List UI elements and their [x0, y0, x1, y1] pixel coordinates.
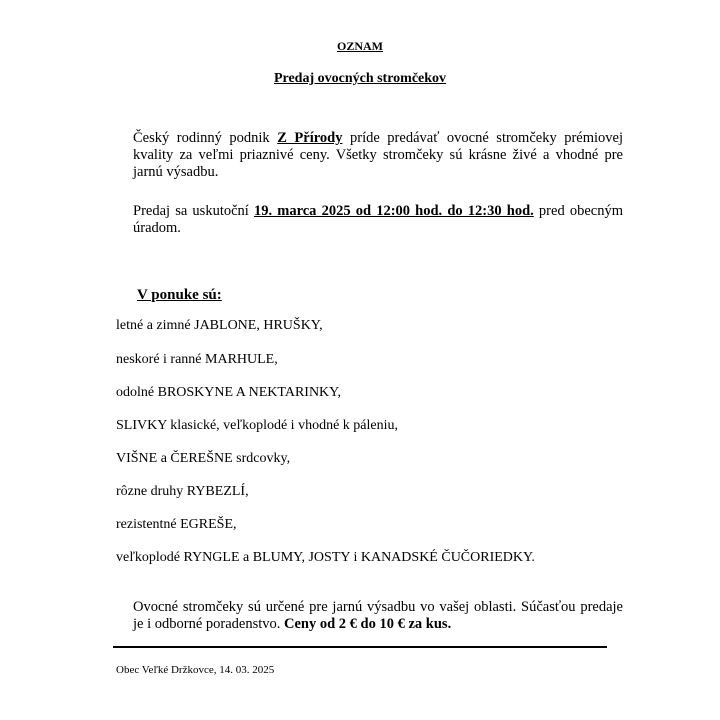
- closing-paragraph: [116, 599, 623, 633]
- intro-paragraph: [116, 130, 623, 181]
- divider-line: [113, 646, 607, 648]
- company-name: Z Přírody: [277, 130, 343, 146]
- sale-datetime: 19. marca 2025 od 12:00 hod. do 12:30 hod.: [253, 203, 534, 219]
- offer-item: rezistentné EGREŠE,: [116, 517, 237, 532]
- notice-subtitle: Predaj ovocných stromčekov: [273, 71, 447, 86]
- price-range: Ceny od 2 € do 10 € za kus.: [284, 616, 452, 632]
- offer-item: veľkoplodé RYNGLE a BLUMY, JOSTY i KANADSKÉ ČUČORIEDKY.: [116, 550, 535, 565]
- offer-heading: V ponuke sú:: [137, 287, 222, 303]
- offer-item: VIŠNE a ČEREŠNE srdcovky,: [116, 451, 291, 466]
- closing-text: Ovocné stromčeky sú určené pre jarnú výsadbu vo vašej oblasti. Súčasťou predaje je i odborné poradenstvo.: [133, 599, 623, 632]
- place-date: Obec Veľké Držkovce, 14. 03. 2025: [116, 664, 275, 676]
- offer-item: rôzne druhy RYBEZLÍ,: [116, 484, 249, 499]
- offer-item: neskoré i ranné MARHULE,: [116, 352, 278, 367]
- offer-item: odolné BROSKYNE A NEKTARINKY,: [116, 385, 341, 400]
- notice-title: OZNAM: [337, 39, 383, 53]
- offer-item: letné a zimné JABLONE, HRUŠKY,: [116, 318, 323, 333]
- offer-item: SLIVKY klasické, veľkoplodé i vhodné k páleniu,: [116, 418, 398, 433]
- sale-text-start: Predaj sa uskutoční: [133, 203, 254, 219]
- intro-text-end: príde predávať ovocné stromčeky prémiovej kvality za veľmi priaznivé ceny. Všetky stromčeky sú krásne živé a vhodné pre jarnú výsadbu.: [133, 130, 624, 180]
- intro-text-start: Český rodinný podnik: [133, 130, 278, 146]
- sale-paragraph: [116, 203, 623, 237]
- sale-text-end: pred obecným úradom.: [133, 203, 623, 236]
